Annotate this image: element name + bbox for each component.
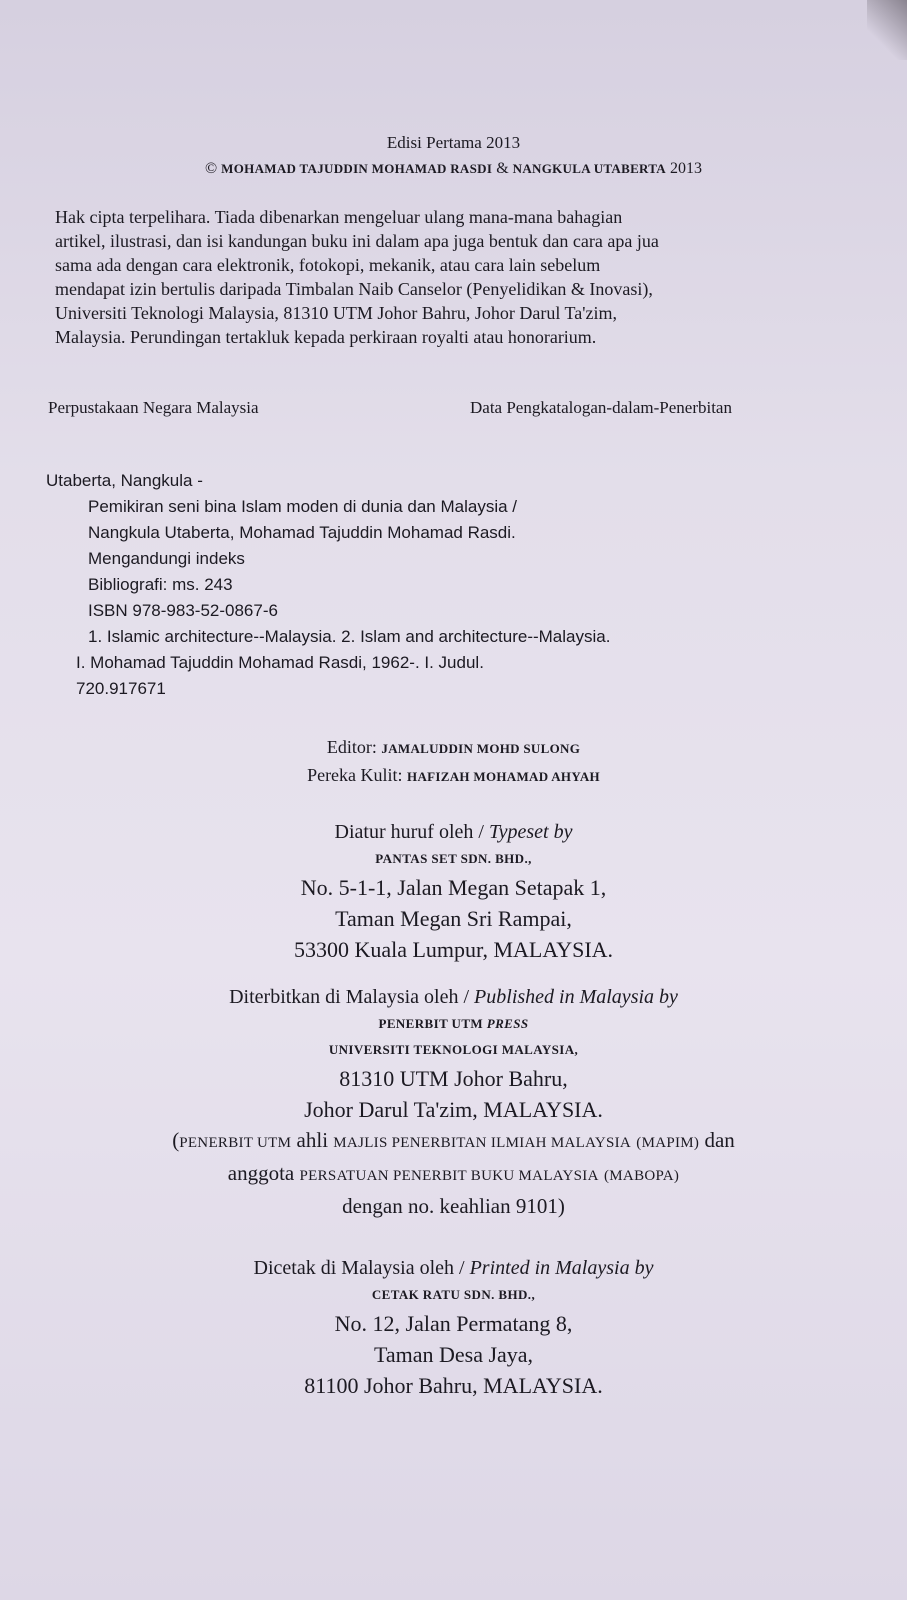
printer-heading — [0, 1254, 907, 1282]
publisher-name — [0, 1011, 907, 1037]
typeset-section — [0, 818, 907, 965]
rights-line: Malaysia. Perundingan tertakluk kepada perkiraan royalti atau honorarium. — [55, 327, 597, 347]
editor-line — [0, 734, 907, 762]
cover-designer-line — [0, 762, 907, 790]
note-org-3: PERSATUAN PENERBIT BUKU MALAYSIA — [299, 1168, 599, 1184]
catalog-line: ISBN 978-983-52-0867-6 — [88, 601, 278, 620]
publisher-heading — [0, 983, 907, 1011]
editor-label: Editor: — [326, 737, 377, 757]
credits — [0, 734, 907, 790]
printer-address-line: 81100 Johor Bahru, MALAYSIA. — [304, 1373, 603, 1398]
edition-line: Edisi Pertama 2013 — [386, 133, 521, 152]
printer-address-line: No. 12, Jalan Permatang 8, — [334, 1311, 573, 1336]
rights-line: Universiti Teknologi Malaysia, 81310 UTM Johor Bahru, Johor Darul Ta'zim, — [55, 303, 617, 323]
publisher-name-italic: PRESS — [486, 1016, 529, 1031]
membership-note-line-3: dengan no. keahlian 9101) — [342, 1194, 565, 1218]
printer-heading-plain: Dicetak di Malaysia oleh / — [253, 1257, 465, 1279]
note-org-2: MAJLIS PENERBITAN ILMIAH MALAYSIA — [333, 1135, 632, 1151]
note-abbr-2: (MAPIM) — [636, 1135, 700, 1151]
printer-section — [0, 1254, 907, 1401]
typesetter-address-line: No. 5-1-1, Jalan Megan Setapak 1, — [300, 875, 607, 900]
typeset-heading-plain: Diatur huruf oleh / — [334, 821, 484, 843]
printer-address-line: Taman Desa Jaya, — [373, 1342, 534, 1367]
rights-paragraph — [55, 205, 845, 349]
publisher-address-line: 81310 UTM Johor Bahru, — [339, 1066, 568, 1091]
typeset-heading — [0, 818, 907, 846]
catalog-author: Utaberta, Nangkula - — [46, 471, 203, 490]
rights-line: artikel, ilustrasi, dan isi kandungan buku ini dalam apa juga bentuk dan cara apa jua — [55, 231, 659, 251]
membership-note-line-2 — [0, 1158, 907, 1191]
catalog-library-name: Perpustakaan Negara Malaysia — [48, 398, 259, 417]
printer-heading-italic: Printed in Malaysia by — [469, 1257, 654, 1279]
publisher-heading-plain: Diterbitkan di Malaysia oleh / — [229, 986, 470, 1008]
typesetter-address-line: 53300 Kuala Lumpur, MALAYSIA. — [293, 937, 614, 962]
note-prefix-word: anggota — [227, 1161, 295, 1185]
copyright-line — [0, 160, 907, 178]
typeset-heading-italic: Typeset by — [488, 821, 573, 843]
page-corner-shadow — [867, 0, 907, 60]
editor-name: JAMALUDDIN MOHD SULONG — [381, 741, 581, 756]
catalog-line: Mengandungi indeks — [88, 549, 245, 568]
note-org-1: PENERBIT UTM — [179, 1135, 292, 1151]
catalog-line: Pemikiran seni bina Islam moden di dunia dan Malaysia / — [88, 497, 518, 516]
typesetter-address-line: Taman Megan Sri Rampai, — [335, 906, 572, 931]
catalog-line: 1. Islamic architecture--Malaysia. 2. Islam and architecture--Malaysia. — [88, 627, 611, 646]
catalog-line: Bibliografi: ms. 243 — [88, 575, 233, 594]
typesetter-name: PANTAS SET SDN. BHD., — [375, 851, 532, 866]
catalog-line: Nangkula Utaberta, Mohamad Tajuddin Mohamad Rasdi. — [88, 523, 516, 542]
catalog-line: I. Mohamad Tajuddin Mohamad Rasdi, 1962-. I. Judul. — [76, 653, 484, 672]
copyright-year: 2013 — [669, 160, 702, 177]
membership-note-line-1 — [0, 1125, 907, 1158]
publisher-university: UNIVERSITI TEKNOLOGI MALAYSIA, — [328, 1042, 579, 1057]
rights-line: sama ada dengan cara elektronik, fotokopi, mekanik, atau cara lain sebelum — [55, 255, 601, 275]
cover-designer-label: Pereka Kulit: — [307, 765, 403, 785]
note-abbr-3: (MABOPA) — [604, 1168, 680, 1184]
catalog-entry — [46, 468, 866, 702]
printer-name: CETAK RATU SDN. BHD., — [371, 1287, 536, 1302]
catalog-data-label: Data Pengkatalogan-dalam-Penerbitan — [470, 398, 732, 417]
note-open-paren: ( — [172, 1128, 180, 1152]
cover-designer-name: HAFIZAH MOHAMAD AHYAH — [407, 769, 600, 784]
copyright-author-2: NANGKULA UTABERTA — [512, 161, 666, 176]
publisher-address-line: Johor Darul Ta'zim, MALAYSIA. — [304, 1097, 603, 1122]
copyright-author-1: MOHAMAD TAJUDDIN MOHAMAD RASDI — [221, 161, 493, 176]
note-member-word: ahli — [296, 1128, 329, 1152]
publisher-name-plain: PENERBIT UTM — [378, 1016, 484, 1031]
catalog-line: 720.917671 — [76, 679, 166, 698]
copyright-ampersand: & — [496, 160, 509, 177]
rights-line: mendapat izin bertulis daripada Timbalan Naib Canselor (Penyelidikan & Inovasi), — [55, 279, 653, 299]
publisher-heading-italic: Published in Malaysia by — [474, 986, 678, 1008]
copyright-symbol: © — [205, 160, 218, 177]
rights-line: Hak cipta terpelihara. Tiada dibenarkan mengeluar ulang mana-mana bahagian — [55, 207, 623, 227]
note-and-word: dan — [704, 1128, 735, 1152]
publisher-section — [0, 983, 907, 1221]
